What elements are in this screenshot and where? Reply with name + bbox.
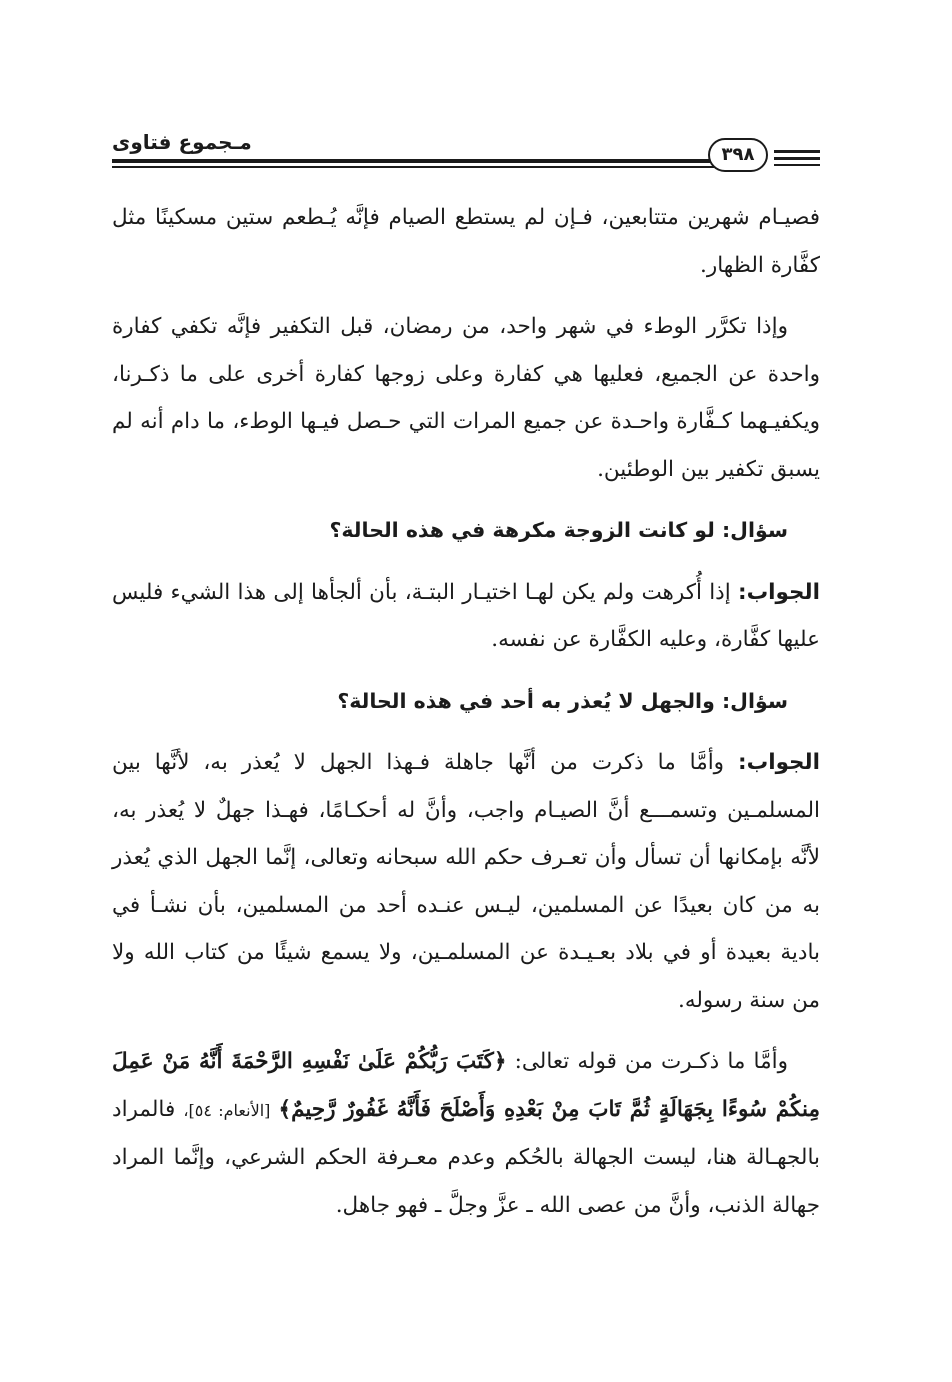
page-number: ٣٩٨: [708, 138, 768, 172]
quran-verse: ﴿كَتَبَ رَبُّكُمْ عَلَىٰ نَفْسِهِ الرَّحْمَةَ أَنَّهُ مَنْ عَمِلَ مِنكُمْ سُوءًا بِجَهَالَةٍ ثُمَّ تَابَ مِنْ بَعْدِهِ وَأَصْلَحَ فَأَنَّهُ غَفُورٌ رَّحِيمٌ﴾: [112, 1049, 820, 1122]
header-rule-right: [774, 157, 820, 160]
header-rule-right: [774, 150, 820, 153]
running-header: [112, 126, 820, 176]
verse-reference: [الأنعام: ٥٤]،: [183, 1100, 271, 1120]
answer-label: الجواب:: [738, 750, 820, 775]
answer-paragraph: [112, 569, 820, 664]
answer-label: الجواب:: [737, 579, 820, 605]
paragraph-text: فالمراد بالجهـالة هنا، ليست الجهالة بالحُكم وعدم معـرفة الحكم الشرعي، وإنَّما المراد جهالة الذنب، وأنَّ من عصى الله ـ عزَّ وجلَّ ـ فهو جاهل.: [112, 1096, 820, 1218]
header-rule-thick: [112, 159, 714, 163]
question-heading: سؤال: والجهل لا يُعذر به أحد في هذه الحالة؟: [337, 688, 788, 713]
answer-text: وأمَّا ما ذكرت من أنَّها جاهلة فـهذا الجهل لا يُعذر به، لأنَّها بين المسلمـين وتسمـــع أنَّ الصيـام واجب، وأنَّ له أحكـامًا، فهـذا جهلٌ لا يُعذر به، لأنَّه بإمكانها أن تسأل وأن تعـرف حكم الله سبحانه وتعالى، إنَّما الجهل الذي يُعذر به من كان بعيدًا عن المسلمين، ليـس عنـده أحد من المسلمين، بأن نشـأ في بادية بعيدة أو في بلاد بعـيـدة عن المسلمـين، ولا يسمع شيئًا من كتاب الله ولا من سنة رسوله.: [112, 750, 820, 1013]
paragraph-with-verse: [112, 1038, 820, 1229]
answer-paragraph: [112, 739, 820, 1024]
verse-intro: وأمَّا ما ذكـرت من قوله تعالى:: [514, 1049, 788, 1074]
book-title: مـجموع فتاوى: [112, 130, 252, 154]
paragraph: وإذا تكرَّر الوطء في شهر واحد، من رمضان، قبل التكفير فإنَّه تكفي كفارة واحدة عن الجميع، فعليها هي كفارة وعلى زوجها كفارة أخرى على ما ذكـرنا، ويكفيـهما كـفَّارة واحـدة عن جميع المرات التي حـصل فيـها الوطء، ما دام أنه لم يسبق تكفير بين الوطئين.: [112, 314, 820, 482]
answer-text: إذا أُكرهت ولم يكن لهـا اختيـار البتـة، بأن ألجأها إلى هذا الشيء فليس عليها كفَّارة، وعليه الكفَّارة عن نفسه.: [112, 579, 820, 652]
paragraph: فصيـام شهرين متتابعين، فـإن لم يستطع الصيام فإنَّه يُـطعم ستين مسكينًا مثل كفَّارة الظهار.: [112, 205, 820, 278]
header-rule-right: [774, 164, 820, 166]
header-rule-thin: [112, 166, 714, 168]
page-body: [112, 194, 820, 1229]
question-heading: سؤال: لو كانت الزوجة مكرهة في هذه الحالة؟: [329, 518, 788, 542]
